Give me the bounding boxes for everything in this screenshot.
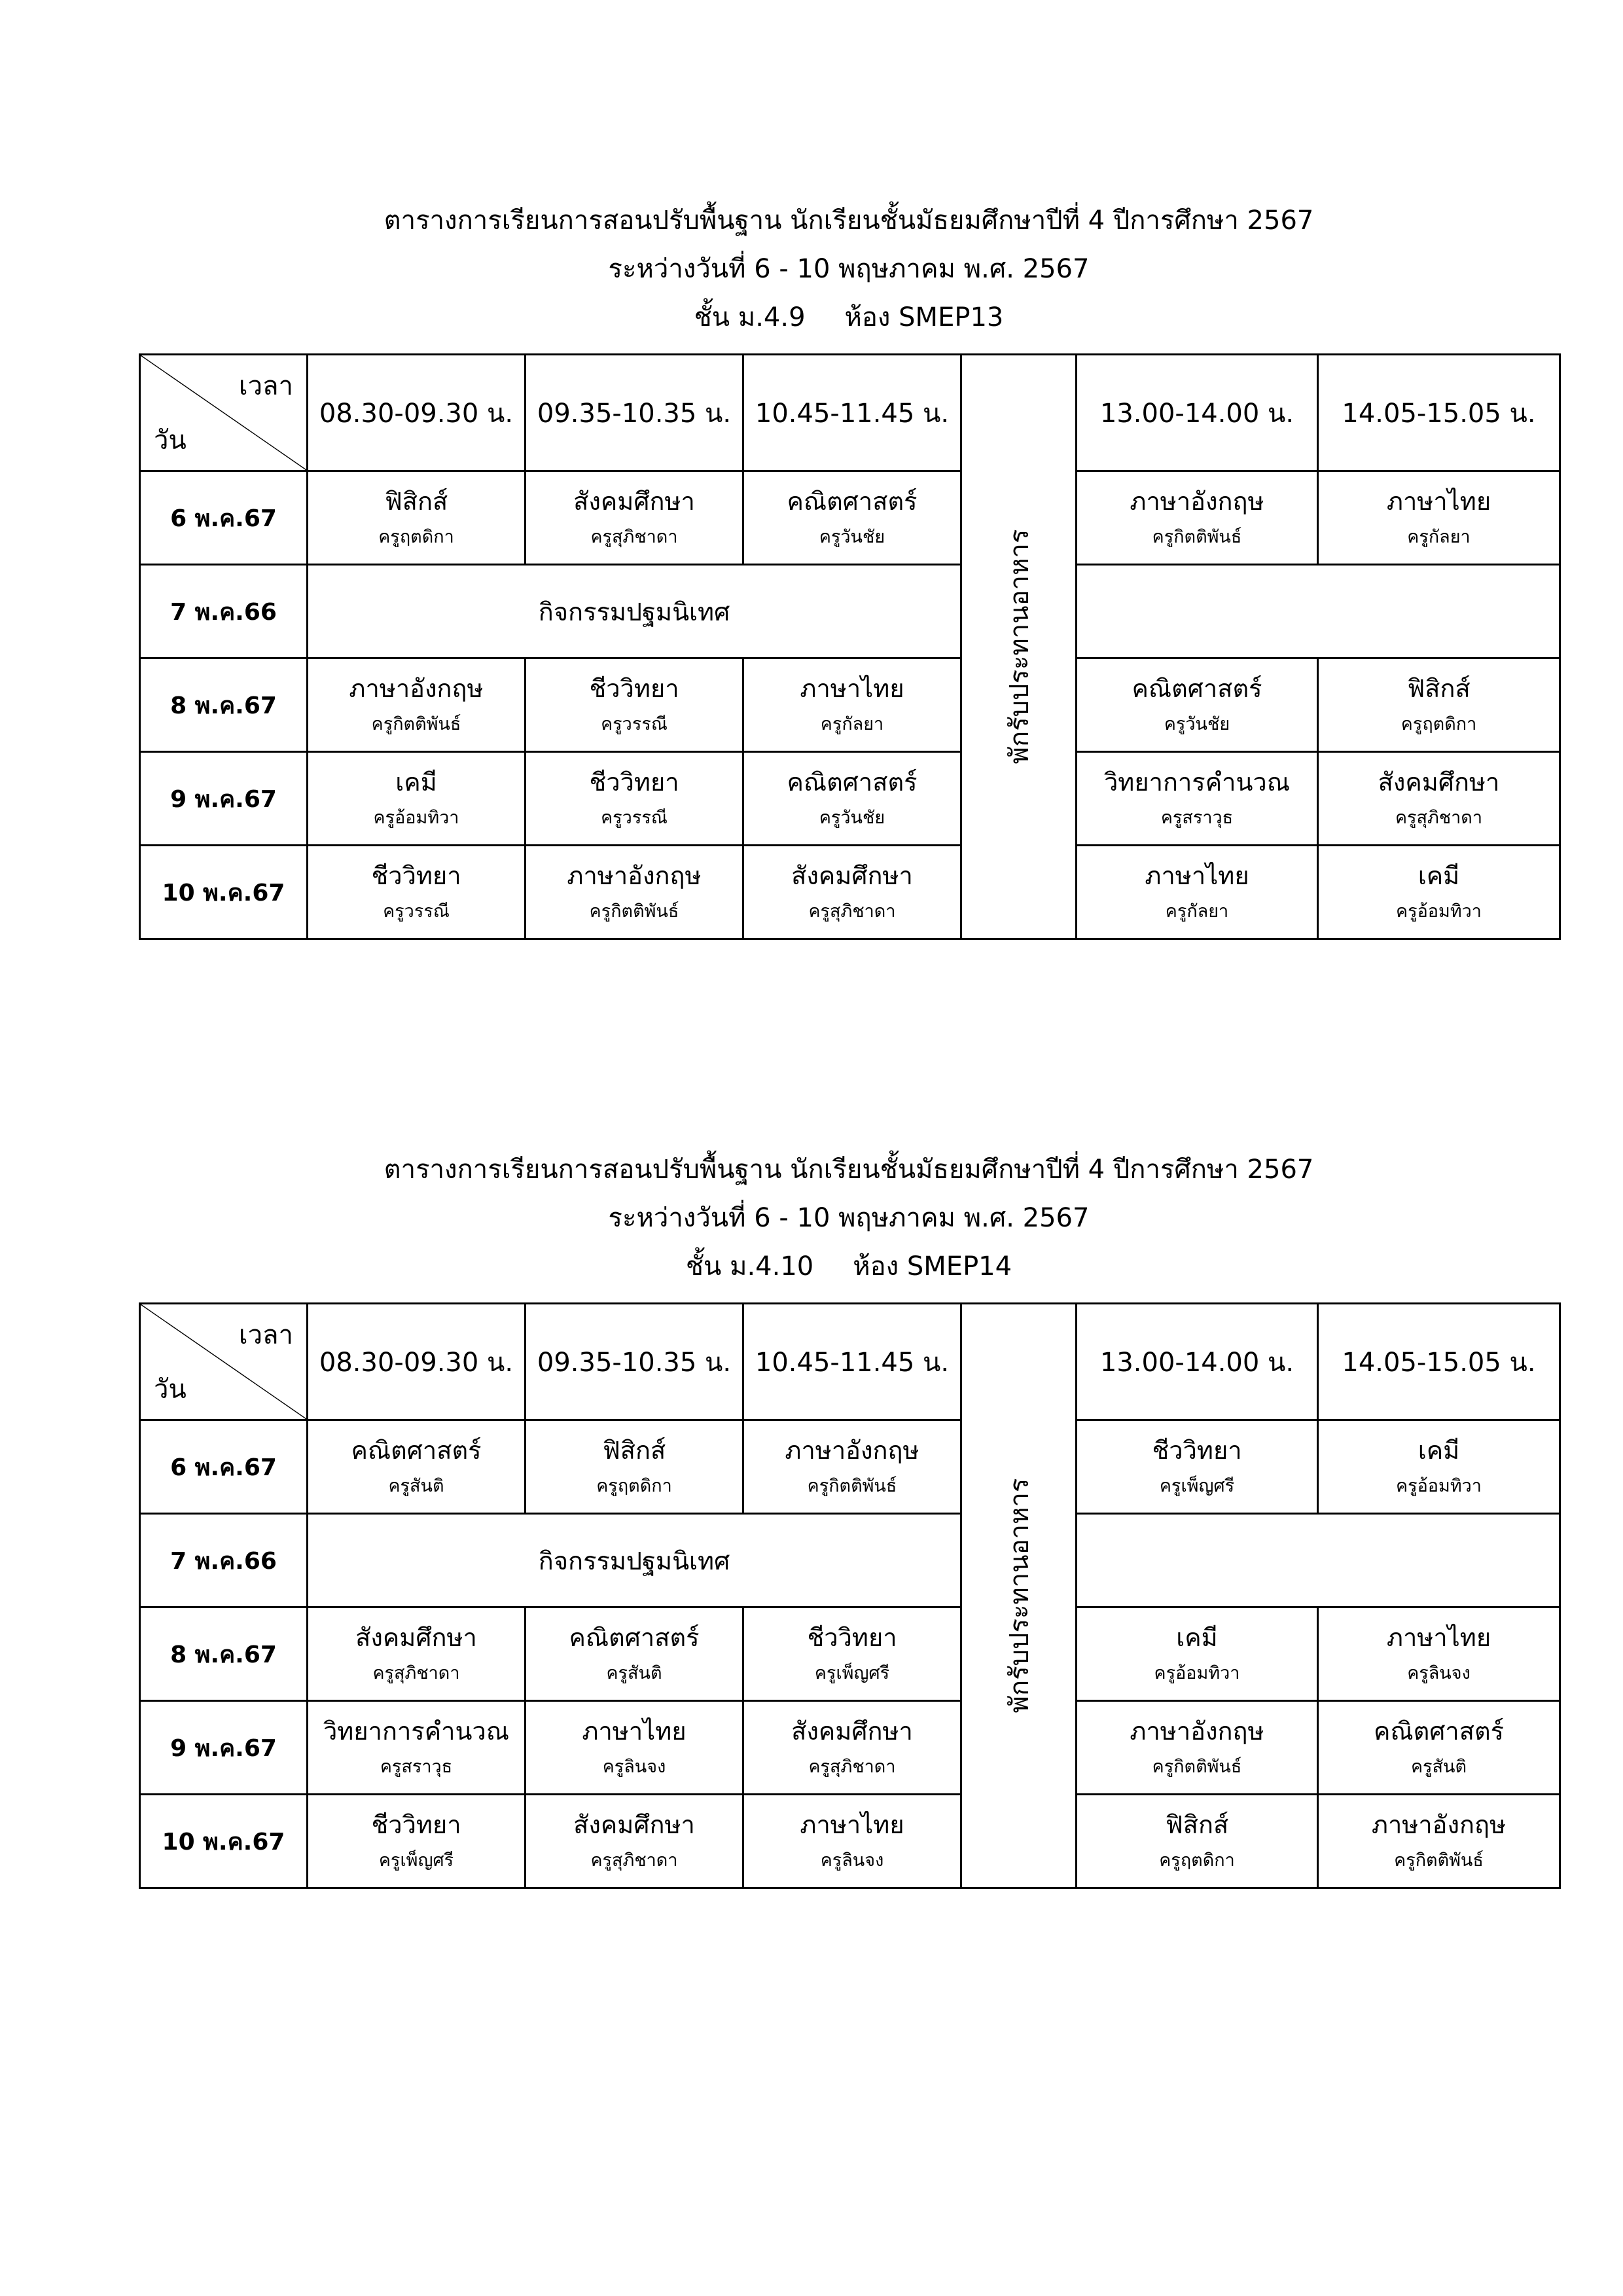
time-slot-header: 10.45-11.45 น. <box>743 1304 961 1420</box>
day-row <box>140 565 1560 658</box>
subject-name: คณิตศาสตร์ <box>569 1623 700 1652</box>
class-cell <box>308 1701 526 1795</box>
lunch-break-cell <box>961 1304 1077 1888</box>
time-slot-header: 13.00-14.00 น. <box>1077 355 1318 471</box>
class-cell <box>1318 1420 1560 1514</box>
time-slot-header: 14.05-15.05 น. <box>1318 355 1560 471</box>
class-cell <box>308 471 526 565</box>
day-cell: 8 พ.ค.67 <box>140 658 308 752</box>
schedule-block-1 <box>139 196 1559 940</box>
subject-name: สังคมศึกษา <box>573 487 695 516</box>
subject-name: ฟิสิกส์ <box>1407 674 1471 703</box>
teacher-name: ครูวันชัย <box>819 527 885 547</box>
day-header-label: วัน <box>154 1374 187 1405</box>
time-slot-header: 10.45-11.45 น. <box>743 355 961 471</box>
teacher-name: ครูสุภิชาดา <box>808 901 896 922</box>
teacher-name: ครูกัลยา <box>1407 527 1471 547</box>
lunch-break-label: พักรับประทานอาหาร <box>1004 529 1035 764</box>
class-cell <box>1318 658 1560 752</box>
subject-name: ชีววิทยา <box>1152 1436 1242 1465</box>
subject-name: สังคมศึกษา <box>355 1623 477 1652</box>
class-cell <box>1077 846 1318 939</box>
teacher-name: ครูสันติ <box>388 1476 444 1496</box>
class-cell <box>1077 1607 1318 1701</box>
class-cell <box>743 658 961 752</box>
teacher-name: ครูฤตดิกา <box>1159 1850 1235 1871</box>
schedule-block-2 <box>139 1145 1559 1889</box>
teacher-name: ครูสุภิชาดา <box>372 1663 460 1683</box>
class-cell <box>308 658 526 752</box>
time-slot-header: 08.30-09.30 น. <box>308 1304 526 1420</box>
teacher-name: ครูกิตติพันธ์ <box>1394 1850 1484 1871</box>
class-cell <box>743 752 961 846</box>
subject-name: สังคมศึกษา <box>573 1810 695 1839</box>
day-cell: 7 พ.ค.66 <box>140 1514 308 1607</box>
subject-name: ภาษาอังกฤษ <box>1371 1810 1507 1839</box>
day-cell: 10 พ.ค.67 <box>140 846 308 939</box>
subject-name: ภาษาอังกฤษ <box>785 1436 919 1465</box>
class-cell <box>1318 846 1560 939</box>
class-label: ชั้น ม.4.10 <box>685 1251 814 1282</box>
class-cell <box>1077 1420 1318 1514</box>
teacher-name: ครูอ้อมทิวา <box>1396 1476 1482 1496</box>
teacher-name: ครูลินจง <box>1407 1663 1471 1683</box>
day-cell: 8 พ.ค.67 <box>140 1607 308 1701</box>
schedule-heading <box>139 196 1559 342</box>
subject-name: สังคมศึกษา <box>791 861 913 890</box>
subject-name: ภาษาไทย <box>800 674 904 703</box>
class-cell <box>308 1420 526 1514</box>
class-cell <box>743 471 961 565</box>
subject-name: ภาษาไทย <box>1386 487 1491 516</box>
subject-name: ชีววิทยา <box>807 1623 897 1652</box>
class-cell <box>526 846 743 939</box>
subject-name: ภาษาไทย <box>1145 861 1249 890</box>
teacher-name: ครูสันติ <box>606 1663 662 1683</box>
corner-cell <box>140 355 308 471</box>
teacher-name: ครูลินจง <box>820 1850 884 1871</box>
class-cell <box>1318 752 1560 846</box>
schedule-heading <box>139 1145 1559 1291</box>
day-cell: 6 พ.ค.67 <box>140 471 308 565</box>
day-cell: 9 พ.ค.67 <box>140 1701 308 1795</box>
class-cell <box>1318 1607 1560 1701</box>
activity-cell: กิจกรรมปฐมนิเทศ <box>308 1514 961 1607</box>
teacher-name: ครูสุภิชาดา <box>590 527 678 547</box>
time-slot-header: 13.00-14.00 น. <box>1077 1304 1318 1420</box>
subject-name: วิทยาการคำนวณ <box>1103 768 1291 797</box>
teacher-name: ครูกัลยา <box>1165 901 1229 922</box>
subject-name: คณิตศาสตร์ <box>787 768 918 797</box>
teacher-name: ครูฤตดิกา <box>378 527 454 547</box>
subject-name: ชีววิทยา <box>371 861 461 890</box>
subject-name: ภาษาไทย <box>800 1810 904 1839</box>
class-cell <box>526 1795 743 1888</box>
teacher-name: ครูอ้อมทิวา <box>373 808 459 828</box>
teacher-name: ครูสุภิชาดา <box>1395 808 1483 828</box>
room-label: ห้อง SMEP13 <box>844 302 1004 332</box>
subject-name: เคมี <box>1418 1436 1460 1465</box>
day-cell: 7 พ.ค.66 <box>140 565 308 658</box>
class-cell <box>308 1795 526 1888</box>
time-slot-header: 08.30-09.30 น. <box>308 355 526 471</box>
teacher-name: ครูเพ็ญศรี <box>814 1663 890 1683</box>
day-header-label: วัน <box>154 425 187 456</box>
subject-name: สังคมศึกษา <box>791 1717 913 1746</box>
teacher-name: ครูอ้อมทิวา <box>1396 901 1482 922</box>
subject-name: ภาษาอังกฤษ <box>1130 1717 1264 1746</box>
time-slot-header: 09.35-10.35 น. <box>526 355 743 471</box>
subject-name: คณิตศาสตร์ <box>1373 1717 1505 1746</box>
subject-name: ภาษาไทย <box>1386 1623 1491 1652</box>
class-cell <box>526 471 743 565</box>
teacher-name: ครูกิตติพันธ์ <box>807 1476 897 1496</box>
teacher-name: ครูกัลยา <box>820 714 884 734</box>
timetable <box>139 353 1561 940</box>
timetable <box>139 1302 1561 1889</box>
teacher-name: ครูสราวุธ <box>380 1757 453 1777</box>
teacher-name: ครูวันชัย <box>1164 714 1230 734</box>
teacher-name: ครูอ้อมทิวา <box>1154 1663 1240 1683</box>
day-row <box>140 752 1560 846</box>
header-row <box>140 355 1560 471</box>
subject-name: เคมี <box>1418 861 1460 890</box>
class-cell <box>308 752 526 846</box>
class-cell <box>1318 471 1560 565</box>
time-header-label: เวลา <box>238 1320 293 1350</box>
subject-name: วิทยาการคำนวณ <box>323 1717 510 1746</box>
class-cell <box>526 1607 743 1701</box>
day-row <box>140 658 1560 752</box>
time-header-label: เวลา <box>238 371 293 401</box>
schedule-title: ตารางการเรียนการสอนปรับพื้นฐาน นักเรียนชั้นมัธยมศึกษาปีที่ 4 ปีการศึกษา 2567 <box>383 206 1314 236</box>
class-label: ชั้น ม.4.9 <box>694 302 806 332</box>
day-row <box>140 1420 1560 1514</box>
class-cell <box>526 1420 743 1514</box>
teacher-name: ครูกิตติพันธ์ <box>1152 1757 1242 1777</box>
subject-name: เคมี <box>1176 1623 1218 1652</box>
subject-name: คณิตศาสตร์ <box>1132 674 1262 703</box>
class-cell <box>526 752 743 846</box>
empty-cell <box>1077 565 1560 658</box>
subject-name: คณิตศาสตร์ <box>787 487 918 516</box>
teacher-name: ครูฤตดิกา <box>1400 714 1477 734</box>
class-cell <box>743 846 961 939</box>
teacher-name: ครูสราวุธ <box>1160 808 1234 828</box>
corner-cell <box>140 1304 308 1420</box>
room-label: ห้อง SMEP14 <box>853 1251 1012 1282</box>
class-cell <box>308 846 526 939</box>
subject-name: ฟิสิกส์ <box>1165 1810 1229 1839</box>
class-cell <box>1077 752 1318 846</box>
teacher-name: ครูฤตดิกา <box>596 1476 672 1496</box>
subject-name: เคมี <box>395 768 437 797</box>
teacher-name: ครูกิตติพันธ์ <box>589 901 679 922</box>
day-cell: 9 พ.ค.67 <box>140 752 308 846</box>
class-cell <box>1318 1795 1560 1888</box>
class-cell <box>743 1701 961 1795</box>
schedule-period: ระหว่างวันที่ 6 - 10 พฤษภาคม พ.ศ. 2567 <box>608 1203 1090 1233</box>
subject-name: ภาษาไทย <box>582 1717 687 1746</box>
time-slot-header: 09.35-10.35 น. <box>526 1304 743 1420</box>
subject-name: ภาษาอังกฤษ <box>567 861 702 890</box>
class-cell <box>743 1795 961 1888</box>
class-cell <box>1077 658 1318 752</box>
teacher-name: ครูเพ็ญศรี <box>378 1850 454 1871</box>
subject-name: ภาษาอังกฤษ <box>1130 487 1264 516</box>
subject-name: ชีววิทยา <box>371 1810 461 1839</box>
empty-cell <box>1077 1514 1560 1607</box>
teacher-name: ครูวรรณี <box>601 714 668 734</box>
teacher-name: ครูเพ็ญศรี <box>1159 1476 1235 1496</box>
subject-name: คณิตศาสตร์ <box>351 1436 482 1465</box>
class-cell <box>308 1607 526 1701</box>
teacher-name: ครูวันชัย <box>819 808 885 828</box>
header-row <box>140 1304 1560 1420</box>
day-row <box>140 1607 1560 1701</box>
teacher-name: ครูวรรณี <box>601 808 668 828</box>
class-cell <box>1318 1701 1560 1795</box>
subject-name: ฟิสิกส์ <box>602 1436 666 1465</box>
day-cell: 6 พ.ค.67 <box>140 1420 308 1514</box>
schedule-title: ตารางการเรียนการสอนปรับพื้นฐาน นักเรียนชั้นมัธยมศึกษาปีที่ 4 ปีการศึกษา 2567 <box>383 1155 1314 1185</box>
teacher-name: ครูสุภิชาดา <box>808 1757 896 1777</box>
lunch-break-cell <box>961 355 1077 939</box>
teacher-name: ครูสุภิชาดา <box>590 1850 678 1871</box>
class-room-line <box>139 293 1559 342</box>
class-cell <box>1077 1795 1318 1888</box>
time-slot-header: 14.05-15.05 น. <box>1318 1304 1560 1420</box>
subject-name: ภาษาอังกฤษ <box>349 674 484 703</box>
day-row <box>140 1514 1560 1607</box>
subject-name: สังคมศึกษา <box>1378 768 1500 797</box>
teacher-name: ครูกิตติพันธ์ <box>1152 527 1242 547</box>
activity-cell: กิจกรรมปฐมนิเทศ <box>308 565 961 658</box>
class-cell <box>743 1420 961 1514</box>
subject-name: ฟิสิกส์ <box>384 487 448 516</box>
day-row <box>140 1701 1560 1795</box>
teacher-name: ครูลินจง <box>602 1757 666 1777</box>
lunch-break-label: พักรับประทานอาหาร <box>1004 1478 1035 1713</box>
day-row <box>140 471 1560 565</box>
class-cell <box>526 658 743 752</box>
teacher-name: ครูวรรณี <box>383 901 450 922</box>
class-cell <box>1077 1701 1318 1795</box>
class-room-line <box>139 1242 1559 1291</box>
class-cell <box>526 1701 743 1795</box>
subject-name: ชีววิทยา <box>589 768 679 797</box>
class-cell <box>743 1607 961 1701</box>
teacher-name: ครูสันติ <box>1410 1757 1467 1777</box>
class-cell <box>1077 471 1318 565</box>
day-row <box>140 1795 1560 1888</box>
day-cell: 10 พ.ค.67 <box>140 1795 308 1888</box>
schedule-period: ระหว่างวันที่ 6 - 10 พฤษภาคม พ.ศ. 2567 <box>608 254 1090 284</box>
teacher-name: ครูกิตติพันธ์ <box>371 714 461 734</box>
day-row <box>140 846 1560 939</box>
subject-name: ชีววิทยา <box>589 674 679 703</box>
